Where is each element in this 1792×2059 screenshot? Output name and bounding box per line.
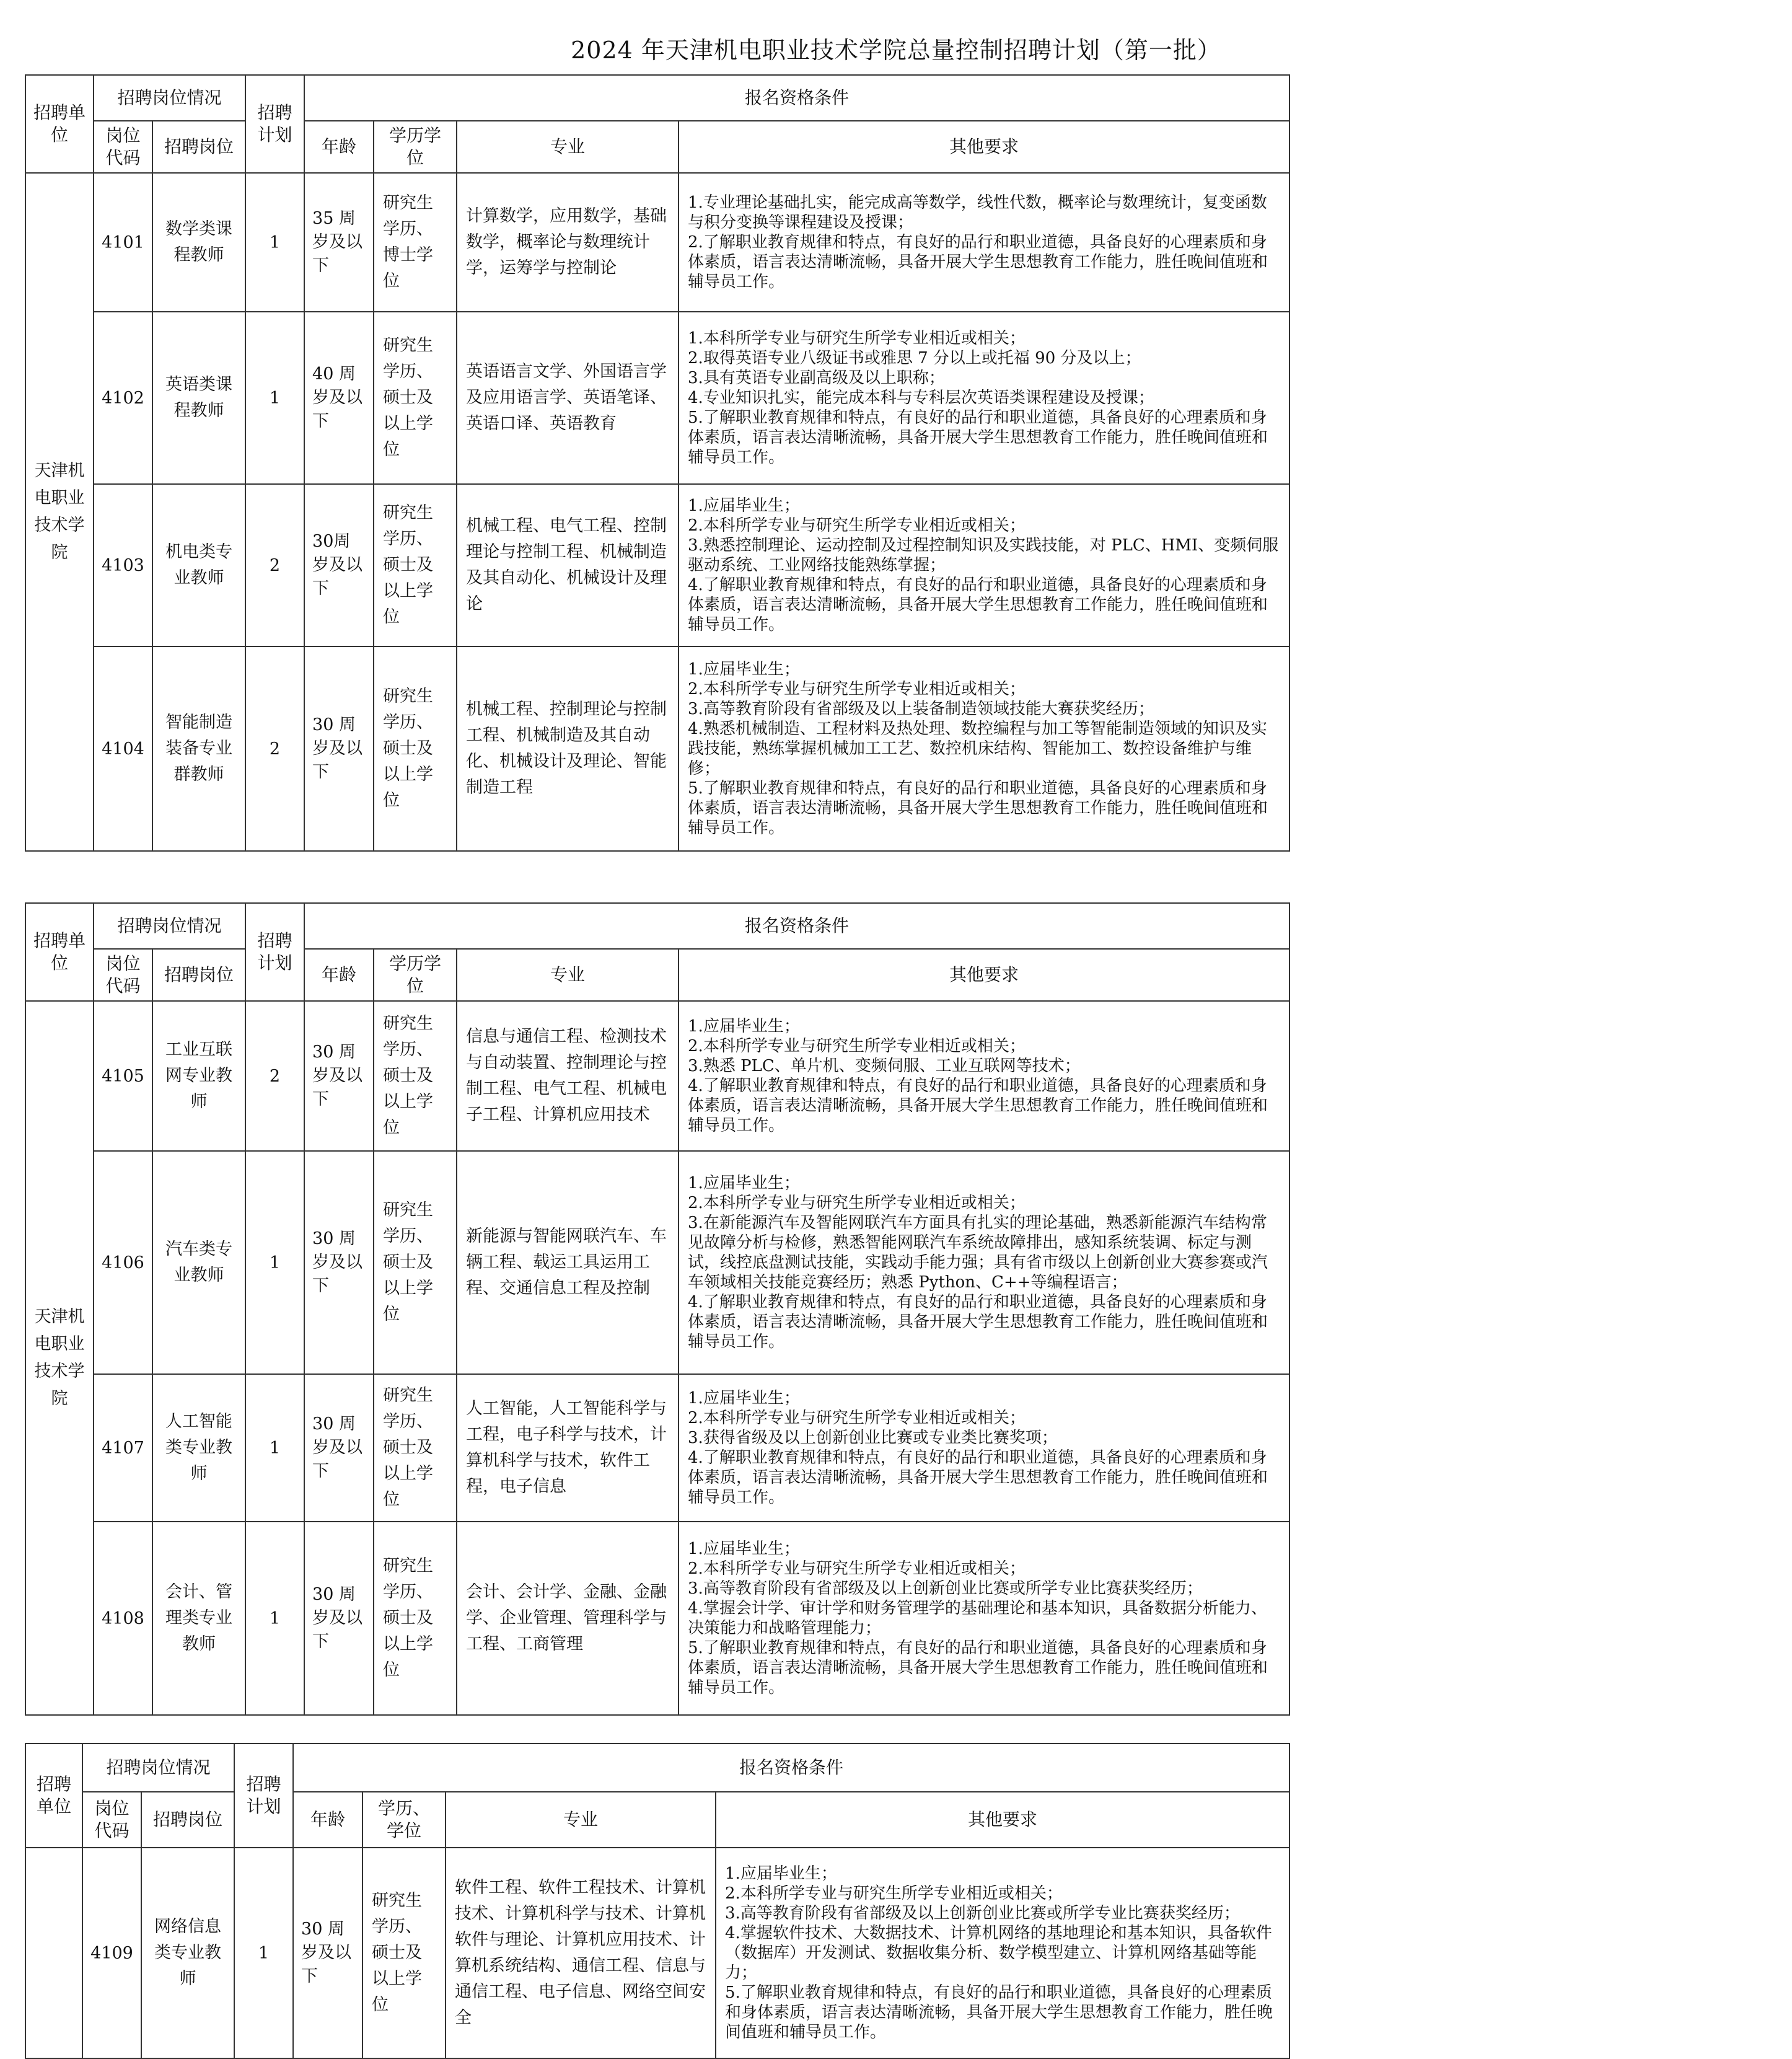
major-requirement: 人工智能，人工智能科学与工程，电子科学与技术，计算机科学与技术，软件工程，电子信息 bbox=[457, 1374, 679, 1522]
requirement-item: 3.高等教育阶段有省部级及以上创新创业比赛或所学专业比赛获奖经历； bbox=[688, 1579, 1203, 1598]
position-name: 工业互联网专业教师 bbox=[152, 1001, 245, 1151]
position-code: 4103 bbox=[94, 484, 152, 646]
requirement-item: 1.应届毕业生； bbox=[688, 1174, 800, 1193]
requirement-item: 2.本科所学专业与研究生所学专业相近或相关； bbox=[725, 1884, 1063, 1903]
table-row bbox=[25, 1374, 1289, 1522]
requirement-item: 1.专业理论基础扎实，能完成高等数学，线性代数，概率论与数理统计，复变函数与积分变换等课程建设及授课； bbox=[688, 193, 1267, 232]
header-conditions: 报名资格条件 bbox=[293, 1744, 1289, 1792]
requirement-item: 1.本科所学专业与研究生所学专业相近或相关； bbox=[688, 329, 1026, 348]
recruit-count: 1 bbox=[245, 1522, 304, 1715]
age-requirement: 30周岁及以下 bbox=[304, 484, 374, 646]
requirement-item: 2.本科所学专业与研究生所学专业相近或相关； bbox=[688, 1194, 1026, 1212]
recruit-count: 1 bbox=[245, 1151, 304, 1374]
unit-cell: 天津机电职业技术学院 bbox=[25, 1001, 94, 1715]
age-requirement: 30 周岁及以下 bbox=[304, 1374, 374, 1522]
unit-cell: 天津机电职业技术学院 bbox=[25, 173, 94, 851]
position-name: 汽车类专业教师 bbox=[152, 1151, 245, 1374]
recruitment-table-1 bbox=[25, 74, 1289, 852]
requirement-item: 2.了解职业教育规律和特点，有良好的品行和职业道德，具备良好的心理素质和身体素质，语言表达清晰流畅，具备开展大学生思想教育工作能力，胜任晚间值班和辅导员工作。 bbox=[688, 233, 1268, 291]
major-requirement: 机械工程、电气工程、控制理论与控制工程、机械制造及其自动化、机械设计及理论 bbox=[457, 484, 679, 646]
header-position-info: 招聘岗位情况 bbox=[94, 75, 245, 121]
requirement-item: 1.应届毕业生； bbox=[688, 1389, 800, 1408]
other-requirements bbox=[679, 312, 1289, 484]
header-position-info: 招聘岗位情况 bbox=[94, 903, 245, 949]
major-requirement: 英语语言文学、外国语言学及应用语言学、英语笔译、英语口译、英语教育 bbox=[457, 312, 679, 484]
other-requirements bbox=[679, 1151, 1289, 1374]
requirement-item: 4.了解职业教育规律和特点，有良好的品行和职业道德，具备良好的心理素质和身体素质，语言表达清晰流畅，具备开展大学生思想教育工作能力，胜任晚间值班和辅导员工作。 bbox=[688, 1293, 1268, 1351]
education-requirement: 研究生学历、硕士及以上学位 bbox=[374, 1522, 457, 1715]
position-name: 数学类课程教师 bbox=[152, 173, 245, 312]
recruit-count: 1 bbox=[245, 173, 304, 312]
position-code: 4104 bbox=[94, 646, 152, 851]
header-edu: 学历学位 bbox=[374, 949, 457, 1001]
requirement-item: 2.本科所学专业与研究生所学专业相近或相关； bbox=[688, 1037, 1026, 1056]
position-code: 4102 bbox=[94, 312, 152, 484]
header-position: 招聘岗位 bbox=[152, 949, 245, 1001]
header-age: 年龄 bbox=[304, 949, 374, 1001]
requirement-item: 4.了解职业教育规律和特点，有良好的品行和职业道德，具备良好的心理素质和身体素质，语言表达清晰流畅，具备开展大学生思想教育工作能力，胜任晚间值班和辅导员工作。 bbox=[688, 576, 1268, 634]
table-row bbox=[25, 312, 1289, 484]
position-code: 4109 bbox=[82, 1848, 141, 2058]
other-requirements bbox=[679, 646, 1289, 851]
education-requirement: 研究生学历、硕士及以上学位 bbox=[374, 1001, 457, 1151]
requirement-item: 4.掌握会计学、审计学和财务管理学的基础理论和基本知识，具备数据分析能力、决策能力和战略管理能力； bbox=[688, 1599, 1267, 1638]
requirement-item: 4.了解职业教育规律和特点，有良好的品行和职业道德，具备良好的心理素质和身体素质，语言表达清晰流畅，具备开展大学生思想教育工作能力，胜任晚间值班和辅导员工作。 bbox=[688, 1448, 1268, 1507]
age-requirement: 35 周岁及以下 bbox=[304, 173, 374, 312]
requirement-item: 5.了解职业教育规律和特点，有良好的品行和职业道德，具备良好的心理素质和身体素质，语言表达清晰流畅，具备开展大学生思想教育工作能力，胜任晚间值班和辅导员工作。 bbox=[688, 779, 1268, 837]
requirement-item: 1.应届毕业生； bbox=[688, 1017, 800, 1036]
major-requirement: 信息与通信工程、检测技术与自动装置、控制理论与控制工程、电气工程、机械电子工程、计算机应用技术 bbox=[457, 1001, 679, 1151]
education-requirement: 研究生学历、硕士及以上学位 bbox=[374, 646, 457, 851]
requirement-item: 3.熟悉 PLC、单片机、变频伺服、工业互联网等技术； bbox=[688, 1057, 1081, 1075]
requirement-item: 1.应届毕业生； bbox=[688, 1540, 800, 1558]
header-age: 年龄 bbox=[304, 121, 374, 173]
header-code: 岗位代码 bbox=[82, 1792, 141, 1848]
requirement-item: 3.在新能源汽车及智能网联汽车方面具有扎实的理论基础，熟悉新能源汽车结构常见故障分析与检修，熟悉智能网联汽车系统故障排出，感知系统装调、标定与测试，线控底盘测试技能，实践动手能力强；具有省市级以上创新创业大赛参赛或汽车领域相关技能竞赛经历；熟悉 Python、C++等编程语言； bbox=[688, 1214, 1268, 1292]
page-title: 2024 年天津机电职业技术学院总量控制招聘计划（第一批） bbox=[571, 37, 1221, 64]
major-requirement: 新能源与智能网联汽车、车辆工程、载运工具运用工程、交通信息工程及控制 bbox=[457, 1151, 679, 1374]
major-requirement: 会计、会计学、金融、金融学、企业管理、管理科学与工程、工商管理 bbox=[457, 1522, 679, 1715]
header-edu: 学历学位 bbox=[374, 121, 457, 173]
requirement-item: 2.本科所学专业与研究生所学专业相近或相关； bbox=[688, 1559, 1026, 1578]
header-conditions: 报名资格条件 bbox=[304, 903, 1289, 949]
requirement-item: 3.具有英语专业副高级及以上职称； bbox=[688, 369, 945, 387]
requirement-item: 4.熟悉机械制造、工程材料及热处理、数控编程与加工等智能制造领域的知识及实践技能，熟练掌握机械加工工艺、数控机床结构、智能加工、数控设备维护与维修； bbox=[688, 720, 1267, 778]
education-requirement: 研究生学历、博士学位 bbox=[374, 173, 457, 312]
header-other: 其他要求 bbox=[716, 1792, 1289, 1848]
recruitment-table-3 bbox=[25, 1743, 1289, 2059]
position-name: 人工智能类专业教师 bbox=[152, 1374, 245, 1522]
requirement-item: 4.了解职业教育规律和特点，有良好的品行和职业道德，具备良好的心理素质和身体素质，语言表达清晰流畅，具备开展大学生思想教育工作能力，胜任晚间值班和辅导员工作。 bbox=[688, 1077, 1268, 1135]
header-plan: 招聘计划 bbox=[245, 903, 304, 1001]
major-requirement: 机械工程、控制理论与控制工程、机械制造及其自动化、机械设计及理论、智能制造工程 bbox=[457, 646, 679, 851]
age-requirement: 30 周岁及以下 bbox=[304, 1001, 374, 1151]
table-row bbox=[25, 1848, 1289, 2058]
requirement-item: 2.本科所学专业与研究生所学专业相近或相关； bbox=[688, 516, 1026, 535]
other-requirements bbox=[679, 173, 1289, 312]
position-code: 4106 bbox=[94, 1151, 152, 1374]
age-requirement: 40 周岁及以下 bbox=[304, 312, 374, 484]
other-requirements bbox=[716, 1848, 1289, 2058]
position-name: 英语类课程教师 bbox=[152, 312, 245, 484]
major-requirement: 计算数学，应用数学，基础数学，概率论与数理统计学，运筹学与控制论 bbox=[457, 173, 679, 312]
age-requirement: 30 周岁及以下 bbox=[293, 1848, 362, 2058]
position-code: 4108 bbox=[94, 1522, 152, 1715]
recruitment-table-2 bbox=[25, 902, 1289, 1716]
requirement-item: 1.应届毕业生； bbox=[725, 1864, 837, 1883]
header-major: 专业 bbox=[457, 121, 679, 173]
position-code: 4105 bbox=[94, 1001, 152, 1151]
position-name: 网络信息类专业教师 bbox=[141, 1848, 234, 2058]
header-major: 专业 bbox=[457, 949, 679, 1001]
education-requirement: 研究生学历、硕士及以上学位 bbox=[362, 1848, 446, 2058]
recruit-count: 2 bbox=[245, 646, 304, 851]
requirement-item: 5.了解职业教育规律和特点，有良好的品行和职业道德，具备良好的心理素质和身体素质，语言表达清晰流畅，具备开展大学生思想教育工作能力，胜任晚间值班和辅导员工作。 bbox=[688, 408, 1268, 467]
unit-cell bbox=[25, 1848, 82, 2058]
header-age: 年龄 bbox=[293, 1792, 362, 1848]
age-requirement: 30 周岁及以下 bbox=[304, 1151, 374, 1374]
other-requirements bbox=[679, 1001, 1289, 1151]
header-position-info: 招聘岗位情况 bbox=[82, 1744, 234, 1792]
position-name: 会计、管理类专业教师 bbox=[152, 1522, 245, 1715]
requirement-item: 1.应届毕业生； bbox=[688, 496, 800, 515]
requirement-item: 3.获得省级及以上创新创业比赛或专业类比赛奖项； bbox=[688, 1429, 1058, 1447]
recruit-count: 1 bbox=[234, 1848, 293, 2058]
header-other: 其他要求 bbox=[679, 949, 1289, 1001]
header-position: 招聘岗位 bbox=[141, 1792, 234, 1848]
requirement-item: 2.本科所学专业与研究生所学专业相近或相关； bbox=[688, 680, 1026, 699]
requirement-item: 2.本科所学专业与研究生所学专业相近或相关； bbox=[688, 1409, 1026, 1427]
requirement-item: 3.高等教育阶段有省部级及以上装备制造领域技能大赛获奖经历； bbox=[688, 700, 1154, 718]
header-position: 招聘岗位 bbox=[152, 121, 245, 173]
recruit-count: 1 bbox=[245, 312, 304, 484]
recruit-count: 2 bbox=[245, 484, 304, 646]
header-unit: 招聘单位 bbox=[25, 903, 94, 1001]
education-requirement: 研究生学历、硕士及以上学位 bbox=[374, 312, 457, 484]
requirement-item: 5.了解职业教育规律和特点，有良好的品行和职业道德，具备良好的心理素质和身体素质，语言表达清晰流畅，具备开展大学生思想教育工作能力，胜任晚间值班和辅导员工作。 bbox=[688, 1639, 1268, 1697]
table-row bbox=[25, 1001, 1289, 1151]
requirement-item: 3.熟悉控制理论、运动控制及过程控制知识及实践技能，对 PLC、HMI、变频伺服驱动系统、工业网络技能熟练掌握； bbox=[688, 536, 1279, 575]
table-row bbox=[25, 484, 1289, 646]
requirement-item: 4.掌握软件技术、大数据技术、计算机网络的基地理论和基本知识，具备软件（数据库）开发测试、数据收集分析、数学模型建立、计算机网络基础等能力； bbox=[725, 1924, 1272, 1982]
header-code: 岗位代码 bbox=[94, 949, 152, 1001]
table-row bbox=[25, 1151, 1289, 1374]
position-code: 4101 bbox=[94, 173, 152, 312]
other-requirements bbox=[679, 1374, 1289, 1522]
header-unit: 招聘单位 bbox=[25, 1744, 82, 1848]
recruit-count: 2 bbox=[245, 1001, 304, 1151]
age-requirement: 30 周岁及以下 bbox=[304, 646, 374, 851]
header-unit: 招聘单位 bbox=[25, 75, 94, 173]
education-requirement: 研究生学历、硕士及以上学位 bbox=[374, 484, 457, 646]
other-requirements bbox=[679, 1522, 1289, 1715]
table-row bbox=[25, 173, 1289, 312]
header-other: 其他要求 bbox=[679, 121, 1289, 173]
requirement-item: 4.专业知识扎实，能完成本科与专科层次英语类课程建设及授课； bbox=[688, 389, 1154, 407]
requirement-item: 2.取得英语专业八级证书或雅思 7 分以上或托福 90 分及以上； bbox=[688, 349, 1141, 368]
table-row bbox=[25, 1522, 1289, 1715]
header-plan: 招聘计划 bbox=[245, 75, 304, 173]
header-major: 专业 bbox=[446, 1792, 716, 1848]
header-edu: 学历、学位 bbox=[362, 1792, 446, 1848]
requirement-item: 1.应届毕业生； bbox=[688, 660, 800, 679]
requirement-item: 5.了解职业教育规律和特点，有良好的品行和职业道德，具备良好的心理素质和身体素质，语言表达清晰流畅，具备开展大学生思想教育工作能力，胜任晚间值班和辅导员工作。 bbox=[725, 1983, 1273, 2042]
table-row bbox=[25, 646, 1289, 851]
education-requirement: 研究生学历、硕士及以上学位 bbox=[374, 1151, 457, 1374]
position-code: 4107 bbox=[94, 1374, 152, 1522]
position-name: 机电类专业教师 bbox=[152, 484, 245, 646]
header-conditions: 报名资格条件 bbox=[304, 75, 1289, 121]
age-requirement: 30 周岁及以下 bbox=[304, 1522, 374, 1715]
position-name: 智能制造装备专业群教师 bbox=[152, 646, 245, 851]
requirement-item: 3.高等教育阶段有省部级及以上创新创业比赛或所学专业比赛获奖经历； bbox=[725, 1904, 1240, 1923]
header-plan: 招聘计划 bbox=[234, 1744, 293, 1848]
major-requirement: 软件工程、软件工程技术、计算机技术、计算机科学与技术、计算机软件与理论、计算机应用技术、计算机系统结构、通信工程、信息与通信工程、电子信息、网络空间安全 bbox=[446, 1848, 716, 2058]
other-requirements bbox=[679, 484, 1289, 646]
education-requirement: 研究生学历、硕士及以上学位 bbox=[374, 1374, 457, 1522]
header-code: 岗位代码 bbox=[94, 121, 152, 173]
recruit-count: 1 bbox=[245, 1374, 304, 1522]
